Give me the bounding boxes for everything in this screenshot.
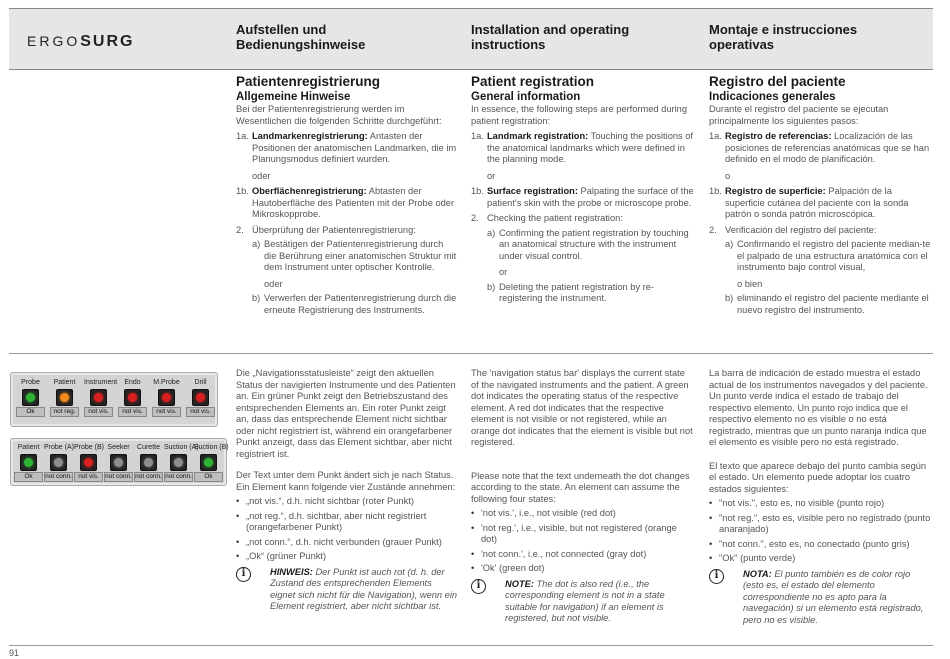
status-item: [194, 443, 229, 482]
info-icon: i: [709, 569, 724, 584]
state-bullet: • „Ok“ (grüner Punkt): [236, 551, 458, 563]
status-item-label: Suction (A): [164, 444, 199, 451]
or-text: oder: [252, 170, 271, 181]
step-1b: 1b. Surface registration: Palpating the surface of the patient's skin with the probe or microscope probe.: [471, 186, 694, 208]
status-item-state: not vis.: [84, 407, 113, 417]
intro-text: In essence, the following steps are performed during patient registration:: [471, 104, 688, 126]
state-bullet: • "not conn.", esto es, no conectado (punto gris): [709, 539, 933, 551]
status-item: [152, 378, 181, 417]
state-bullet: • 'not conn.', i.e., not connected (gray dot): [471, 549, 695, 561]
status-dot-icon: [140, 454, 157, 471]
status-item: [134, 443, 163, 482]
status-item-state: Ok: [194, 472, 223, 482]
step-2b: b) Deleting the patient registration by re-registering the instrument.: [487, 281, 655, 303]
status-item-state: not conn.: [45, 473, 72, 480]
status-bar-description: La barra de indicación de estado muestra el estado actual de los instrumentos navegados y del paciente. Un punto verde indica el estado de trabajo del respectivo elemento. Un punto rojo indica que el respectivo elemento no es visible o no está registrado, mientras que un punto naranja indica que el elemento es visible pero no está registrado.: [709, 368, 928, 447]
state-intro: Please note that the text underneath the dot changes according to the state. An element can assume the following four states:: [471, 470, 690, 504]
section-title: Patient registration: [471, 74, 595, 89]
status-item: [50, 378, 79, 417]
status-item-state: not vis.: [74, 472, 103, 482]
state-bullet: • "not vis.", esto es, no visible (punto rojo): [709, 498, 933, 510]
status-item: [164, 443, 199, 482]
section-divider: [9, 353, 933, 354]
status-dot-icon: [20, 454, 37, 471]
status-bar-description: The 'navigation status bar' displays the current state of the navigated instruments and the patient. A green dot indicates the operating status of the respective element. A red dot indicates that the respective element is not visible or not registered, while an orange dot indicates that the element is visible but not registered.: [471, 368, 693, 447]
step-2b: b) eliminando el registro del paciente mediante el nuevo registro del instrumento.: [725, 293, 929, 315]
status-dot-icon: [80, 454, 97, 471]
status-item-label: Probe (A): [44, 444, 74, 451]
step-2: 2. Überprüfung der Patientenregistrierung:: [236, 224, 416, 235]
header-title-es: Montaje e instrucciones operativas: [709, 22, 858, 52]
status-item-label: Instrument: [84, 379, 118, 386]
note: i NOTE: The dot is also red (i.e., the corresponding element is not in a state suitable for navigation) if an element is registered, but not visible.: [471, 579, 695, 625]
state-bullet: • 'Ok' (green dot): [471, 563, 695, 575]
header-title-en: Installation and operating instructions: [471, 22, 630, 52]
step-1a: 1a. Registro de referencias: Localización de las posiciones de referencias anatómicas que se han definido en el modo de planificación.: [709, 131, 930, 164]
step-1a: 1a. Landmarkenregistrierung: Antasten der Positionen der anatomischen Landmarken, die im Planungsmodus definiert wurden.: [236, 131, 457, 164]
status-item-state: not vis.: [152, 407, 181, 417]
or-text: o bien: [737, 278, 763, 289]
footer-line: [9, 645, 933, 646]
step-1b: 1b. Registro de superficie: Palpación de la superficie cutánea del paciente con la sonda patrón o sonda patrón microscópica.: [709, 186, 909, 219]
page-number: 91: [9, 648, 20, 658]
section-title: Registro del paciente: [709, 74, 846, 89]
subsection-title: Indicaciones generales: [709, 90, 836, 103]
status-item-label: Curette: [137, 444, 160, 451]
state-bullet: • 'not reg.', i.e., visible, but not registered (orange dot): [471, 523, 695, 546]
status-item-label: Patient: [53, 379, 76, 386]
state-bullet: • "Ok" (punto verde): [709, 553, 933, 565]
status-item-state: not conn.: [165, 473, 192, 480]
state-bullet: • „not conn.“, d.h. nicht verbunden (grauer Punkt): [236, 537, 458, 549]
status-item-label: Probe: [21, 379, 40, 386]
column-es-upper: [709, 76, 933, 316]
status-item-label: Probe (B): [74, 444, 104, 451]
status-dot-icon: [22, 389, 39, 406]
status-item-label: Drill: [194, 379, 207, 386]
state-bullet: • 'not vis.', i.e., not visible (red dot): [471, 508, 695, 520]
status-item-state: Ok: [14, 472, 43, 482]
step-2a: a) Confirming the patient registration by touching an anatomical structure with the instrument under visual control.: [487, 227, 689, 261]
status-item-label: M.Probe: [153, 379, 180, 386]
column-en-upper: [471, 76, 697, 305]
state-intro: El texto que aparece debajo del punto cambia según el estado. Un elemento puede adoptar los cuatro estados siguientes:: [709, 460, 927, 494]
status-item-state: not conn.: [105, 473, 132, 480]
status-item-state: not conn.: [135, 473, 162, 480]
navigation-status-bar-1: [10, 372, 218, 427]
status-dot-icon: [124, 389, 141, 406]
step-1b: 1b. Oberflächenregistrierung: Abtasten der Hautoberfläche des Patienten mit der Probe oder Mikroskopprobe.: [236, 186, 455, 219]
status-item-label: Patient: [17, 444, 40, 451]
subsection-title: General information: [471, 90, 581, 103]
or-text: or: [499, 267, 508, 277]
step-2b: b) Verwerfen der Patientenregistrierung durch die erneute Registrierung des Instruments.: [252, 293, 457, 315]
header-title-de: Aufstellen und Bedienungshinweise: [236, 22, 366, 52]
step-2: 2. Checking the patient registration:: [471, 213, 623, 223]
status-item-state: Ok: [16, 407, 45, 417]
status-bar-description: Die „Navigationsstatusleiste“ zeigt den aktuellen Status der navigierten Instrumente und des Patienten an. Ein grüner Punkt zeigt den Betriebszustand des entsprechenden Elements an. Ein roter Punkt zeigt an, dass das entsprechende Element nicht sichtbar oder nicht registriert ist, während ein orangefarbener Punkt anzeigt, dass das Element sichtbar, aber nicht registriert ist.: [236, 368, 456, 459]
status-item-label: Endo: [124, 379, 141, 386]
status-dot-icon: [192, 389, 209, 406]
status-item: [14, 443, 43, 482]
column-de-upper: [236, 76, 458, 316]
note: i NOTA: El punto también es de color rojo (esto es, el estado del elemento correspondiente no es apto para la navegación) si un elemento está registrado, pero no es visible.: [709, 569, 933, 627]
status-item: [44, 443, 73, 482]
status-item: [118, 378, 147, 417]
ergosurg-logo: ERGOSURG: [27, 33, 135, 50]
step-2a: a) Bestätigen der Patientenregistrierung durch die Berührung einer anatomischen Struktur mit dem Instrument unter optischer Kontrolle.: [252, 239, 457, 272]
navigation-status-bar-2: [10, 438, 227, 486]
intro-text: Durante el registro del paciente se ejecutan principalmente los siguientes pasos:: [709, 104, 889, 126]
or-text: or: [487, 170, 496, 181]
status-item: [74, 443, 103, 482]
status-dot-icon: [90, 389, 107, 406]
step-2a: a) Confirmando el registro del paciente median-te el palpado de una estructura anatómica con el instrumento bajo control visual,: [725, 239, 931, 272]
status-item-state: not vis.: [118, 407, 147, 417]
column-de-lower: [236, 368, 458, 613]
section-title: Patientenregistrierung: [236, 74, 381, 89]
status-item-state: not reg.: [50, 407, 79, 417]
intro-text: Bei der Patientenregistrierung werden im Wesentlichen die folgenden Schritte durchgeführt:: [236, 104, 442, 126]
step-1a: 1a. Landmark registration: Touching the positions of the anatomical landmarks which were defined in the planning mode.: [471, 131, 694, 164]
column-es-lower: [709, 368, 933, 626]
state-bullet: • „not reg.“, d.h. sichtbar, aber nicht registriert (orangefarbener Punkt): [236, 511, 458, 534]
note: i HINWEIS: Der Punkt ist auch rot (d. h. der Zustand des entsprechenden Elements eignet sich nicht für die Navigation), wenn ein Element registriert, aber nicht sichtbar ist.: [236, 567, 458, 613]
or-text: oder: [264, 278, 283, 289]
status-dot-icon: [200, 454, 217, 471]
state-bullet: • „not vis.“, d.h. nicht sichtbar (roter Punkt): [236, 496, 458, 508]
info-icon: i: [236, 567, 251, 582]
status-dot-icon: [158, 389, 175, 406]
status-item-label: Suction (B): [194, 444, 229, 451]
status-item-label: Seeker: [107, 444, 130, 451]
status-item: [16, 378, 45, 417]
state-intro: Der Text unter dem Punkt ändert sich je nach Status. Ein Element kann folgende vier Zustände annehmen:: [236, 470, 456, 492]
info-icon: i: [471, 579, 486, 594]
status-item: [84, 378, 118, 417]
or-text: o: [725, 170, 731, 181]
status-item: [104, 443, 133, 482]
state-bullet: • "not reg.", esto es, visible pero no registrado (punto anaranjado): [709, 513, 933, 536]
status-dot-icon: [110, 454, 127, 471]
status-item: [186, 378, 215, 417]
status-dot-icon: [56, 389, 73, 406]
column-en-lower: [471, 368, 695, 625]
status-item-state: not vis.: [186, 407, 215, 417]
step-2: 2. Verificación del registro del paciente:: [709, 224, 877, 235]
subsection-title: Allgemeine Hinweise: [236, 90, 351, 103]
status-dot-icon: [50, 454, 67, 471]
status-dot-icon: [170, 454, 187, 471]
